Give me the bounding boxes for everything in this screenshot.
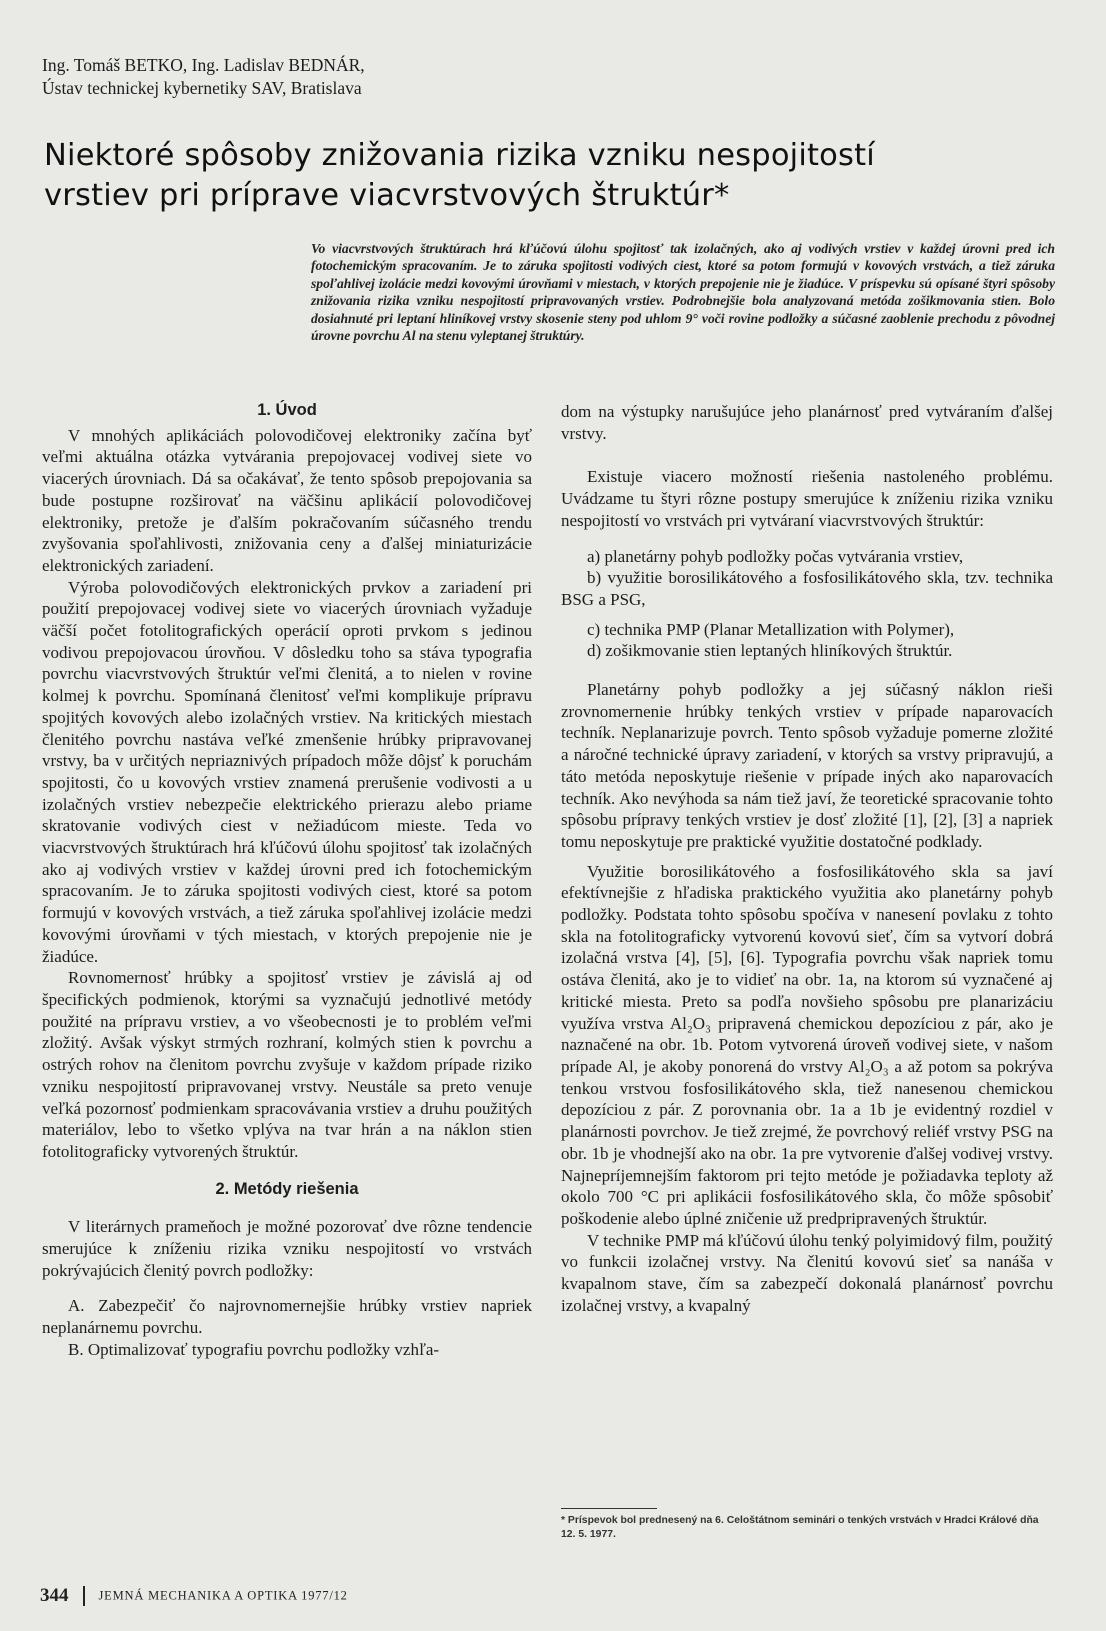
paragraph: V literárnych prameňoch je možné pozorovať dve rôzne tendencie smerujúce k zníženiu rizika vzniku nespojitostí vo vrstvách pokrývajúcich členitý povrch podložky: <box>42 1217 532 1280</box>
abstract: Vo viacvrstvových štruktúrach hrá kľúčovú úlohu spojitosť tak izolačných, ako aj vodivých vrstiev v každej úrovni pred ich fotochemickým spracovaním. Je to záruka spojitosti vodivých ciest, ktoré sa potom formujú v kovových vrstvách, a tiež záruka spoľahlivej izolácie medzi kovovými úrovňami v miestach, v ktorých prepojenie nie je žiadúce. V príspevku sú opísané štyri spôsoby znižovania rizika vzniku nespojitostí pripravovaných vrstiev. Podrobnejšie bola analyzovaná metóda zošikmovania stien. Bolo dosiahnuté pri leptaní hliníkovej vrstvy skosenie steny pod uhlom 9° voči rovine podložky a súčasné zaoblenie prechodu z pôvodnej úrovne povrchu Al na stenu vyleptanej štruktúry. <box>311 241 1055 344</box>
article-title <box>44 136 1064 216</box>
section-1-heading: 1. Úvod <box>257 401 317 419</box>
journal-name: JEMNÁ MECHANIKA A OPTIKA 1977/12 <box>98 1588 348 1603</box>
title-line-2: vrstiev pri príprave viacvrstvových štruktúr* <box>44 178 730 213</box>
list-item: b) využitie borosilikátového a fosfosilikátového skla, tzv. technika BSG a PSG, <box>561 568 1053 609</box>
footnote-rule <box>561 1508 657 1509</box>
list-item-a: A. Zabezpečiť čo najrovnomernejšie hrúbky vrstiev napriek neplanárnemu povrchu. <box>42 1296 532 1338</box>
list-item: a) planetárny pohyb podložky počas vytvárania vrstiev, <box>587 546 964 566</box>
paragraph: V mnohých aplikáciách polovodičovej elektroniky začína byť veľmi aktuálna otázka vytvárania prepojovacej vodivej siete vo viacerých úrovniach. Dá sa očakávať, že tento spôsob prepojovania sa bude postupne rozširovať na väčšinu aplikácií polovodičovej elektroniky, pretože je ďalším pokračovaním súčasného trendu zvyšovania spoľahlivosti, znižovania ceny a ďalšej miniaturizácie elektronických zariadení. <box>42 425 532 575</box>
page-footer <box>40 1585 348 1607</box>
paragraph: Rovnomernosť hrúbky a spojitosť vrstiev je závislá aj od špecifických podmienok, ktorými sa vyznačujú jednotlivé metódy použité na prípravu vrstiev, a vo všeobecnosti je to problém veľmi zložitý. Avšak výskyt strmých rozhraní, kolmých stien k povrchu a ostrých rohov na členitom povrchu zvyšuje v každom prípade riziko vzniku nespojitostí pripravovanej vrstvy. Neustále sa preto venuje veľká pozornosť podmienkam spracovávania vrstiev a druhu použitých materiálov, lebo to všetko vplýva na tvar hrán a na náklon stien fotolitograficky vytvorených štruktúr. <box>42 968 532 1161</box>
author-affiliation: Ústav technickej kybernetiky SAV, Bratislava <box>42 78 362 98</box>
footnote: * Príspevok bol prednesený na 6. Celoštátnom seminári o tenkých vrstvách v Hradci Králové dňa 12. 5. 1977. <box>561 1515 1039 1540</box>
footer-divider <box>83 1586 85 1606</box>
list-item-b: B. Optimalizovať typografiu povrchu podložky vzhľa- <box>68 1339 440 1359</box>
page-number: 344 <box>40 1585 69 1606</box>
right-column <box>561 401 1053 1316</box>
paragraph: Výroba polovodičových elektronických prvkov a zariadení pri použití prepojovacej vodivej siete vo viacerých úrovniach vyžaduje väčší počet fotolitografických operácií oproti prvkom s jedinou vodivou prepojovacou úrovňou. V dôsledku toho sa stáva typografia povrchu viacvrstvových štruktúr veľmi členitá, a to nielen v rovine kolmej k povrchu. Spomínaná členitosť veľmi komplikuje prípravu spojitých kovových alebo izolačných vrstiev. Na kritických miestach členitého povrchu nastáva veľké zmenšenie hrúbky pripravovanej vrstvy, ba v určitých nepriaznivých prípadoch môže dôjsť k poruchám spojitosti, čo u kovových vrstiev znamená prerušenie vodivosti a u izolačných vrstiev nebezpečie elektrického prierazu alebo priame skratovanie vodivých ciest v nežiadúcom mieste. Teda vo viacvrstvových štruktúrach hrá kľúčovú úlohu spojitosť tak izolačných ako aj vodivých vrstiev v každej úrovni pred ich fotochemickým spracovaním. Je to záruka spojitosti vodivých ciest, ktoré sa potom formujú v kovových vrstvách, a tiež záruka spoľahlivej izolácie medzi kovovými úrovňami v tých miestach, v ktorých prepojenie nie je žiadúce. <box>42 577 532 966</box>
left-column <box>42 400 532 1361</box>
title-line-1: Niektoré spôsoby znižovania rizika vzniku nespojitostí <box>44 138 875 173</box>
method-list <box>561 546 1053 663</box>
list-item: c) technika PMP (Planar Metallization with Polymer), <box>587 619 955 639</box>
paragraph: Planetárny pohyb podložky a jej súčasný náklon rieši zrovnomernenie hrúbky tenkých vrstiev v prípade naparovacích techník. Neplanarizuje povrch. Tento spôsob vyžaduje pomerne zložité a náročné technické úpravy zariadení, v ktorých sa vrstvy pripravujú, a táto metóda neposkytuje riešenie v prípade iných ako naparovacích techník. Ako nevýhoda sa nám tiež javí, že teoretické spracovanie tohto spôsobu prípravy tenkých vrstiev je dosť zložité [1], [2], [3] a napriek tomu neposkytuje pre praktické využitie dostatočné podklady. <box>561 680 1053 851</box>
list-item: d) zošikmovanie stien leptaných hliníkových štruktúr. <box>587 641 953 661</box>
paragraph: dom na výstupky narušujúce jeho planárnosť pred vytváraním ďalšej vrstvy. <box>561 402 1053 443</box>
section-2-heading: 2. Metódy riešenia <box>215 1179 359 1198</box>
paragraph: Využitie borosilikátového a fosfosilikátového skla sa javí efektívnejšie z hľadiska praktického využitia ako planetárny pohyb podložky. Podstata tohto spôsobu spočíva v nanesení povlaku z tohto skla na fotolitograficky vytvorenú kovovú sieť, čím sa vytvorí dobrá izolačná vrstva [4], [5], [6]. Typografia povrchu však napriek tomu ostáva členitá, ako je to vidieť na obr. 1a, na ktorom sú vyznačené aj kritické miesta. Preto sa podľa novšieho spôsobu pre planarizáciu využíva vrstva Al₂O₃ pripravená chemickou depozíciou z pár, ako je naznačené na obr. 1b. Potom vytvorená úroveň vodivej siete, v našom prípade Al, je akoby ponorená do vrstvy Al₂O₃ a až potom sa pokrýva tenkou vrstvou fosfosilikátového skla, tiež nanesenou chemickou depozíciou z pár. Z porovnania obr. 1a a 1b je evidentný rozdiel v planárnosti povrchov. Je tiež zrejmé, že povrchový reliéf vrstvy PSG na obr. 1b je vhodnejší ako na obr. 1a pre vytvorenie ďalšej vodivej vrstvy. Najnepríjemnejším faktorom pri tejto metóde je požiadavka teploty až okolo 700 °C pri aplikácii fosfosilikátového skla, čo môže spôsobiť poškodenie alebo úplné zničenie už predpripravených štruktúr. <box>561 861 1053 1228</box>
paragraph: V technike PMP má kľúčovú úlohu tenký polyimidový film, použitý vo funkcii izolačnej vrstvy. Na členitú kovovú sieť sa nanáša v kvapalnom stave, čím sa zabezpečí dokonalá planárnosť povrchu izolačnej vrstvy, a kvapalný <box>561 1230 1053 1315</box>
paragraph: Existuje viacero možností riešenia nastoleného problému. Uvádzame tu štyri rôzne postupy smerujúce k zníženiu rizika vzniku nespojitostí vo vrstvách pri vytváraní viacvrstvových štruktúr: <box>561 467 1053 530</box>
author-names: Ing. Tomáš BETKO, Ing. Ladislav BEDNÁR, <box>42 55 365 75</box>
author-block <box>42 54 742 100</box>
